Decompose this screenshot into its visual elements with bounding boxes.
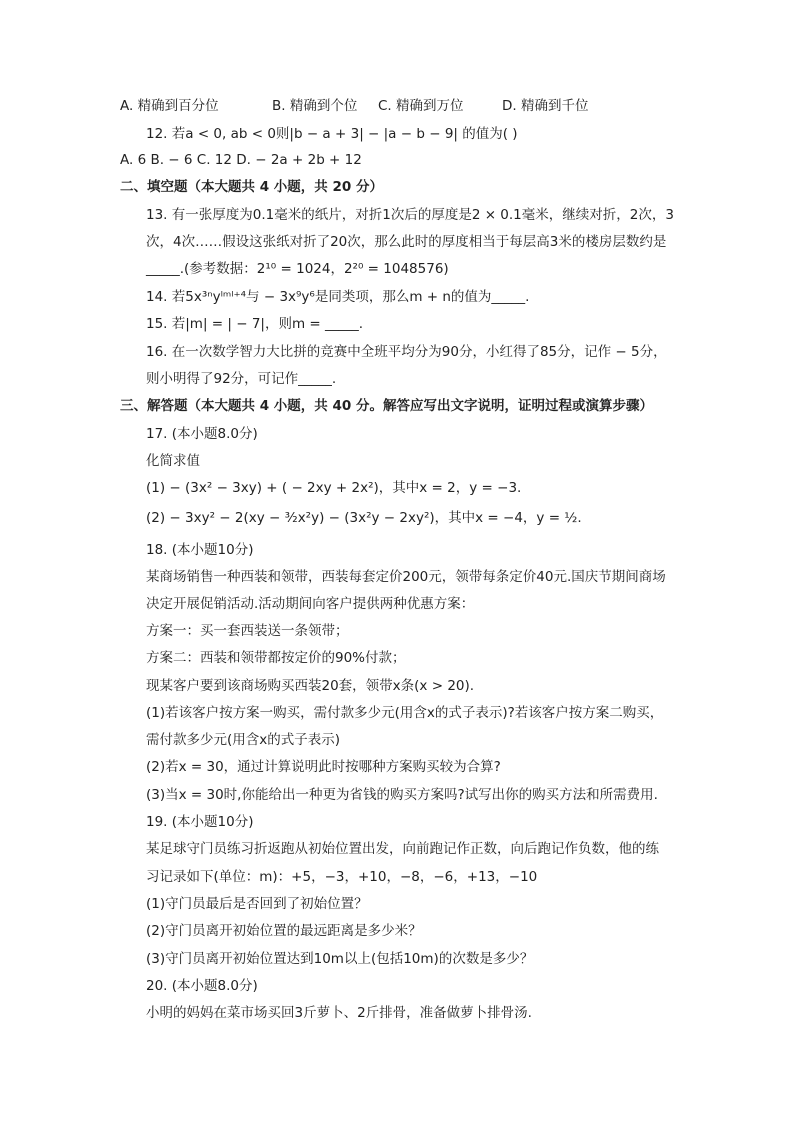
q13-line-2: 次，4次……假设这张纸对折了20次，那么此时的厚度相当于每层高3米的楼房层数约是 <box>146 234 667 250</box>
q18-line-6: 现某客户要到该商场购买西装20套，领带x条(x > 20). <box>146 678 475 694</box>
q17-part-2: (2) − 3xy² − 2(xy − ³⁄₂x²y) − (3x²y − 2xy²)，其中x = −4，y = ½. <box>146 510 582 526</box>
q17-line-2: 化简求值 <box>146 453 200 469</box>
q14: 14. 若5x³ⁿyˡᵐˡ⁺⁴与 − 3x⁹y⁶是同类项，那么m + n的值为_____. <box>146 289 530 305</box>
q19-line-5: (2)守门员离开初始位置的最远距离是多少米？ <box>146 923 422 939</box>
q12-options: A. 6 B. − 6 C. 12 D. − 2a + 2b + 12 <box>120 152 362 168</box>
q15: 15. 若|m| = | − 7|，则m = _____. <box>146 316 364 332</box>
q20-line-2: 小明的妈妈在菜市场买回3斤萝卜、2斤排骨，准备做萝卜排骨汤. <box>146 1005 532 1021</box>
q13-line-3: _____.(参考数据：2¹⁰ = 1024，2²⁰ = 1048576) <box>146 261 449 277</box>
q18-line-3: 决定开展促销活动.活动期间向客户提供两种优惠方案： <box>146 596 475 612</box>
q18-line-7: (1)若该客户按方案一购买，需付款多少元(用含x的式子表示)?若该客户按方案二购买， <box>146 705 664 721</box>
q18-line-9: (2)若x = 30，通过计算说明此时按哪种方案购买较为合算? <box>146 759 501 775</box>
q18-line-8: 需付款多少元(用含x的式子表示) <box>146 732 341 748</box>
q11-option-a: A. 精确到百分位 <box>120 98 219 114</box>
q11-option-c: C. 精确到万位 <box>378 98 464 114</box>
q16-line-2: 则小明得了92分，可记作_____. <box>146 371 337 387</box>
q18-line-4: 方案一：买一套西装送一条领带； <box>146 623 349 639</box>
q18-line-10: (3)当x = 30时,你能给出一种更为省钱的购买方案吗?试写出你的购买方法和所需费用. <box>146 787 658 803</box>
q13-line-1: 13. 有一张厚度为0.1毫米的纸片，对折1次后的厚度是2 × 0.1毫米，继续对折，2次，3 <box>146 207 674 223</box>
q19-line-6: (3)守门员离开初始位置达到10m以上(包括10m)的次数是多少？ <box>146 951 534 967</box>
q18-line-5: 方案二：西装和领带都按定价的90%付款； <box>146 650 406 666</box>
q19-line-4: (1)守门员最后是否回到了初始位置？ <box>146 896 368 912</box>
q19-header: 19. (本小题10分) <box>146 814 254 830</box>
q11-option-b: B. 精确到个位 <box>272 98 358 114</box>
q20-header: 20. (本小题8.0分) <box>146 978 258 994</box>
section3-heading: 三、解答题（本大题共 4 小题，共 40 分。解答应写出文字说明，证明过程或演算步骤） <box>120 398 653 414</box>
section2-heading: 二、填空题（本大题共 4 小题，共 20 分） <box>120 179 383 195</box>
q18-header: 18. (本小题10分) <box>146 542 254 558</box>
q11-option-d: D. 精确到千位 <box>502 98 589 114</box>
q18-line-2: 某商场销售一种西装和领带，西装每套定价200元，领带每条定价40元.国庆节期间商场 <box>146 569 666 585</box>
q11-options <box>120 96 588 116</box>
q19-line-2: 某足球守门员练习折返跑从初始位置出发，向前跑记作正数，向后跑记作负数，他的练 <box>146 841 659 857</box>
q12-stem: 12. 若a < 0, ab < 0则|b − a + 3| − |a − b − 9| 的值为( ) <box>146 126 518 142</box>
q17-part-1: (1) − (3x² − 3xy) + ( − 2xy + 2x²)，其中x = 2，y = −3. <box>146 480 522 496</box>
q17-header: 17. (本小题8.0分) <box>146 426 258 442</box>
q16-line-1: 16. 在一次数学智力大比拼的竞赛中全班平均分为90分，小红得了85分，记作 − 5分， <box>146 344 667 360</box>
q19-line-3: 习记录如下(单位：m)：+5，−3，+10，−8，−6，+13，−10 <box>146 869 538 885</box>
